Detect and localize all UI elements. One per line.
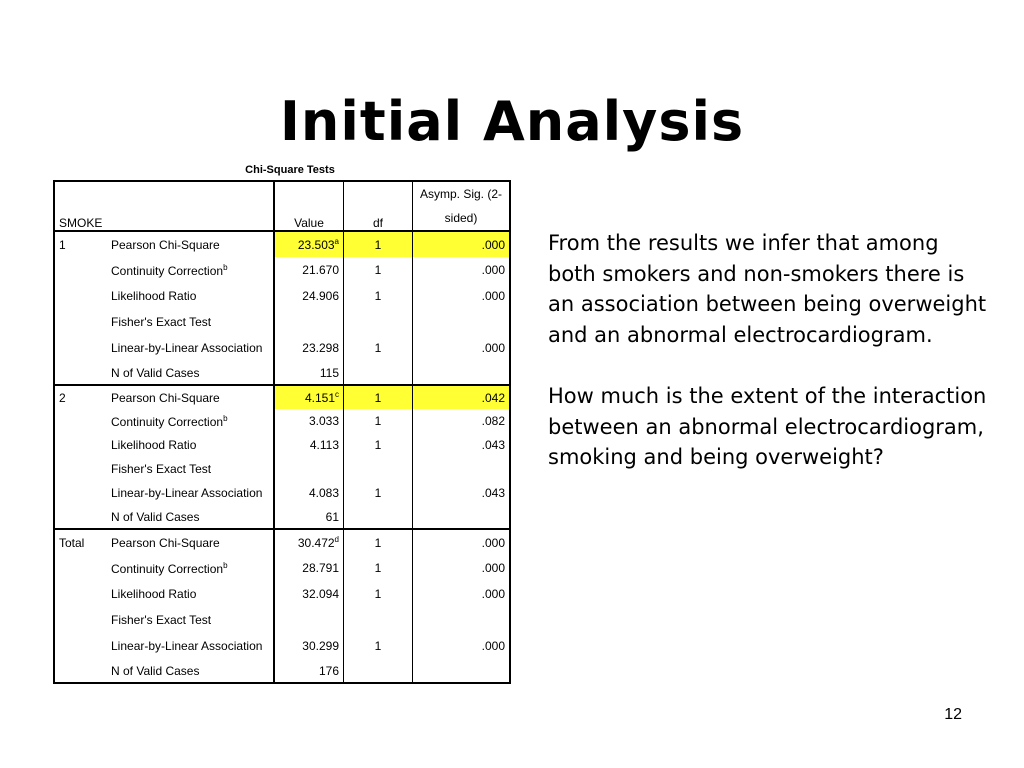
value: 28.791	[302, 561, 339, 575]
test-name-cell	[107, 581, 274, 607]
test-name: N of Valid Cases	[111, 509, 200, 524]
group-label: 2	[59, 390, 66, 405]
value-cell	[274, 309, 344, 335]
df-cell: 1	[344, 231, 413, 257]
test-name-cell	[107, 361, 274, 385]
group-label	[54, 335, 107, 361]
value-cell	[274, 361, 344, 385]
sig-cell	[413, 659, 511, 683]
test-name: N of Valid Cases	[111, 663, 200, 678]
table-row	[54, 309, 510, 335]
df-cell	[344, 607, 413, 633]
test-name-cell	[107, 309, 274, 335]
value: 23.503	[297, 238, 335, 252]
sig-cell	[413, 361, 511, 385]
value: 4.083	[308, 486, 339, 500]
sig-cell: .082	[481, 414, 505, 428]
footnote-marker: b	[223, 262, 228, 272]
df-cell	[344, 457, 413, 481]
test-name-cell	[107, 555, 274, 581]
table-row	[54, 433, 510, 457]
paragraph-inference: From the results we infer that among both smokers and non-smokers there is an association between being overweight and an abnormal electrocardiogram.	[548, 231, 987, 347]
group-label	[54, 581, 107, 607]
table-row	[54, 335, 510, 361]
value-cell	[274, 335, 344, 361]
test-name: Linear-by-Linear Association	[111, 639, 263, 653]
df-cell: 1	[344, 481, 413, 505]
test-name-cell	[107, 433, 274, 457]
group-label	[54, 409, 107, 433]
header-df: df	[344, 181, 413, 231]
df-cell	[344, 309, 413, 335]
footnote-marker: d	[334, 535, 339, 544]
sig-cell: .000	[481, 289, 505, 303]
sig-cell	[413, 457, 511, 481]
test-name-cell	[107, 481, 274, 505]
value-cell	[274, 555, 344, 581]
test-name: Likelihood Ratio	[111, 587, 197, 601]
df-cell: 1	[344, 633, 413, 659]
value-cell	[274, 481, 344, 505]
df-cell: 1	[344, 555, 413, 581]
test-name-cell	[107, 607, 274, 633]
page-number: 12	[944, 706, 962, 723]
table-row	[54, 257, 510, 283]
test-name: Linear-by-Linear Association	[111, 486, 263, 500]
test-name-cell	[107, 409, 274, 433]
table-row	[54, 361, 510, 385]
df-cell: 1	[344, 335, 413, 361]
value-cell	[274, 231, 344, 257]
sig-cell: .042	[413, 385, 511, 409]
df-cell	[344, 659, 413, 683]
sig-cell: .000	[481, 535, 505, 550]
test-name-cell	[107, 505, 274, 529]
test-name-cell	[107, 385, 274, 409]
test-name-cell	[107, 457, 274, 481]
test-name: Likelihood Ratio	[111, 289, 197, 303]
sig-cell: .000	[413, 231, 511, 257]
group-label	[54, 433, 107, 457]
test-name-cell	[107, 659, 274, 683]
value-cell	[274, 659, 344, 683]
test-name-cell	[107, 257, 274, 283]
table-row	[54, 409, 510, 433]
test-name-cell	[107, 283, 274, 309]
value-cell	[274, 581, 344, 607]
group-label	[54, 659, 107, 683]
header-sig: Asymp. Sig. (2-sided)	[413, 181, 511, 231]
test-name: Pearson Chi-Square	[111, 390, 220, 405]
header-smoke: SMOKE	[54, 181, 107, 231]
test-name: Fisher's Exact Test	[111, 315, 212, 329]
footnote-marker: c	[335, 390, 339, 399]
group-label	[54, 283, 107, 309]
test-name-cell	[107, 335, 274, 361]
group-label	[54, 257, 107, 283]
header-value: Value	[274, 181, 344, 231]
table-caption: Chi-Square Tests	[245, 164, 335, 176]
sig-cell: .000	[481, 639, 505, 653]
value: 61	[325, 509, 339, 524]
test-name: Continuity Correction	[111, 414, 224, 429]
sig-cell	[413, 309, 511, 335]
table-row	[54, 231, 510, 257]
df-cell: 1	[344, 385, 413, 409]
test-name-cell	[107, 633, 274, 659]
sig-cell: .000	[481, 561, 505, 575]
value-cell	[274, 283, 344, 309]
value: 30.472	[297, 536, 335, 550]
group-label: Total	[59, 535, 85, 550]
value: 115	[319, 365, 339, 380]
value: 4.113	[309, 438, 339, 452]
value-cell	[274, 607, 344, 633]
value: 21.670	[302, 263, 339, 277]
table-row	[54, 385, 510, 409]
sig-cell: .000	[481, 587, 505, 601]
footnote-marker: a	[334, 237, 339, 246]
df-cell: 1	[344, 409, 413, 433]
df-cell	[344, 361, 413, 385]
group-label	[54, 361, 107, 385]
paragraph-question: How much is the extent of the interaction between an abnormal electrocardiogram, smoking and being overweight?	[548, 384, 987, 469]
test-name: Fisher's Exact Test	[111, 462, 212, 476]
test-name: Linear-by-Linear Association	[111, 341, 263, 355]
table-row	[54, 581, 510, 607]
table-row	[54, 481, 510, 505]
df-cell: 1	[344, 529, 413, 555]
sig-cell	[413, 607, 511, 633]
df-cell: 1	[344, 283, 413, 309]
group-label: 1	[59, 237, 66, 252]
slide-title: Initial Analysis	[279, 90, 745, 153]
table-row	[54, 633, 510, 659]
sig-cell: .043	[481, 438, 505, 452]
value-cell	[274, 409, 344, 433]
value: 32.094	[302, 587, 339, 601]
footnote-marker: b	[223, 560, 228, 570]
table-row	[54, 607, 510, 633]
group-label	[54, 457, 107, 481]
group-label	[54, 607, 107, 633]
df-cell: 1	[344, 433, 413, 457]
value-cell	[274, 505, 344, 529]
group-label	[54, 633, 107, 659]
group-label	[54, 555, 107, 581]
value-cell	[274, 633, 344, 659]
value: 23.298	[302, 341, 339, 355]
table-row	[54, 529, 510, 555]
table-header-row	[54, 181, 510, 231]
table-row	[54, 659, 510, 683]
table-row	[54, 555, 510, 581]
test-name: Pearson Chi-Square	[111, 535, 220, 550]
value: 4.151	[304, 391, 335, 405]
value-cell	[274, 385, 344, 409]
df-cell: 1	[344, 257, 413, 283]
test-name: N of Valid Cases	[111, 365, 200, 380]
test-name: Pearson Chi-Square	[111, 237, 220, 252]
footnote-marker: b	[223, 413, 228, 423]
value: 30.299	[302, 639, 339, 653]
df-cell: 1	[344, 581, 413, 607]
sig-cell: .000	[481, 263, 505, 277]
test-name-cell	[107, 231, 274, 257]
header-test	[107, 181, 274, 231]
group-label	[54, 505, 107, 529]
test-name: Continuity Correction	[111, 263, 224, 278]
value: 24.906	[302, 289, 339, 303]
value-cell	[274, 457, 344, 481]
test-name: Continuity Correction	[111, 561, 224, 576]
test-name: Fisher's Exact Test	[111, 613, 212, 627]
table-row	[54, 283, 510, 309]
table-row	[54, 457, 510, 481]
value: 176	[318, 663, 339, 678]
df-cell	[344, 505, 413, 529]
sig-cell: .000	[481, 341, 505, 355]
sig-cell: .043	[481, 486, 505, 500]
value-cell	[274, 257, 344, 283]
sig-cell	[413, 505, 511, 529]
table-row	[54, 505, 510, 529]
value: 3.033	[308, 414, 339, 428]
value-cell	[274, 529, 344, 555]
test-name-cell	[107, 529, 274, 555]
value-cell	[274, 433, 344, 457]
group-label	[54, 309, 107, 335]
test-name: Likelihood Ratio	[111, 438, 197, 452]
chi-square-table	[53, 180, 511, 684]
explanation-text	[548, 228, 988, 504]
group-label	[54, 481, 107, 505]
